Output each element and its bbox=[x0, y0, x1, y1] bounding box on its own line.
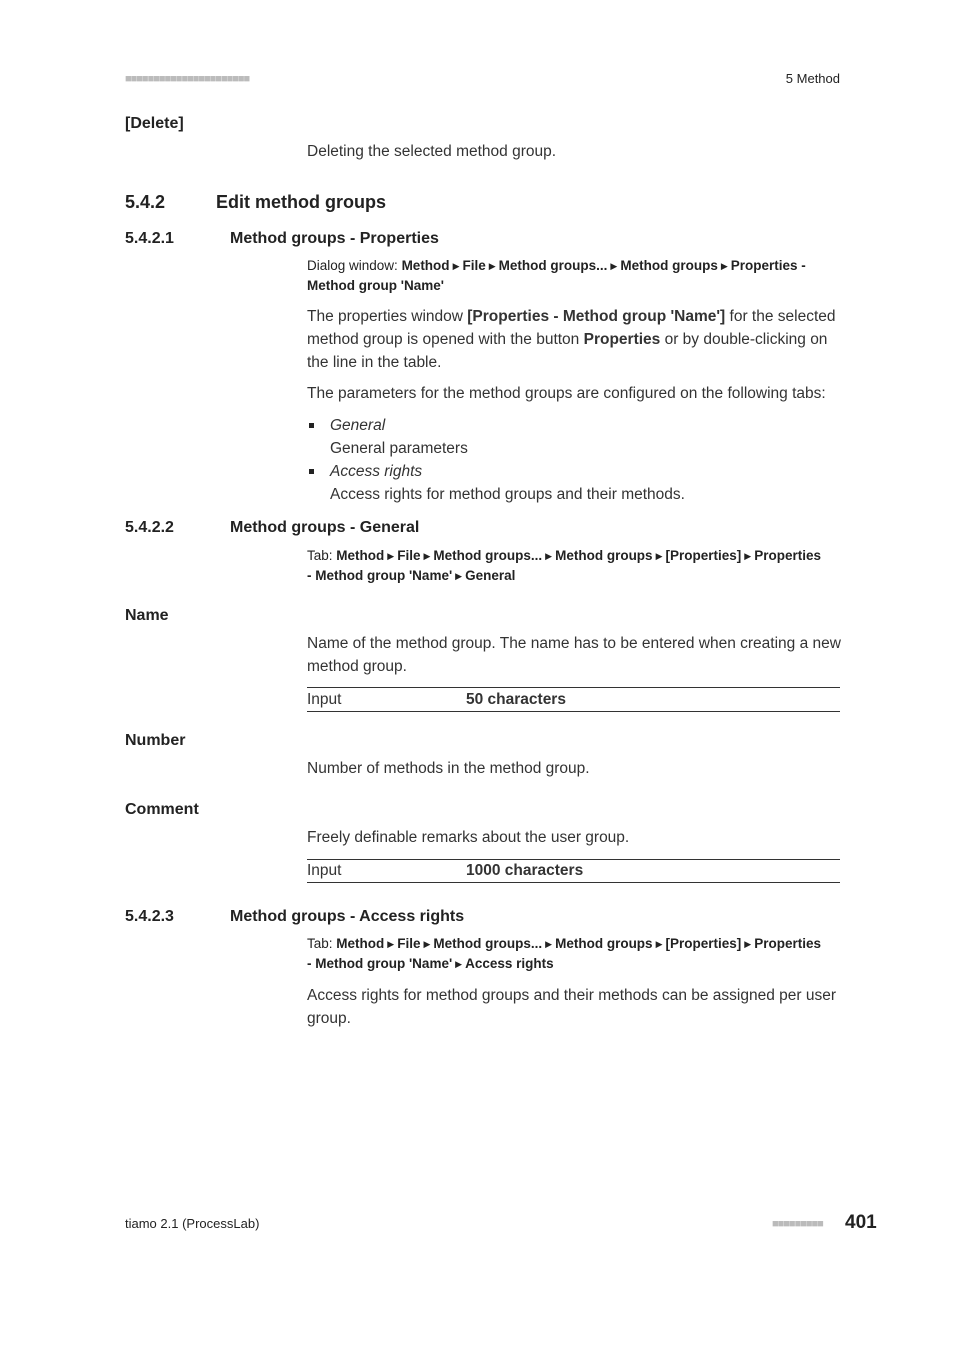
general-tab-path bbox=[307, 546, 847, 586]
section-number: 5.4.2.3 bbox=[125, 908, 174, 925]
comment-term: Comment bbox=[125, 801, 199, 818]
path-item: File bbox=[397, 548, 421, 563]
input-label: Input bbox=[307, 862, 342, 879]
triangle-right-icon: ▶ bbox=[720, 261, 728, 271]
path-item: Properties bbox=[754, 936, 821, 951]
text: The properties window bbox=[307, 308, 468, 325]
path-item: Method groups... bbox=[498, 258, 608, 273]
path-item: File bbox=[462, 258, 486, 273]
path-item: Method groups... bbox=[433, 936, 543, 951]
access-rights-tab-path bbox=[307, 934, 847, 974]
path-item: Method groups bbox=[620, 258, 718, 273]
properties-dialog-path bbox=[307, 256, 847, 296]
path-prefix: Tab: bbox=[307, 548, 333, 563]
comment-input-row bbox=[307, 859, 840, 882]
triangle-right-icon: ▶ bbox=[488, 261, 496, 271]
triangle-right-icon: ▶ bbox=[610, 261, 618, 271]
table-rule bbox=[307, 882, 840, 883]
triangle-right-icon: ▶ bbox=[545, 551, 553, 561]
path-item: General bbox=[465, 568, 516, 583]
number-term: Number bbox=[125, 732, 186, 749]
section-number: 5.4.2.1 bbox=[125, 230, 174, 247]
comment-description: Freely definable remarks about the user group. bbox=[307, 829, 630, 846]
section-5-4-2-3-heading bbox=[125, 908, 464, 926]
triangle-right-icon: ▶ bbox=[655, 551, 663, 561]
name-description: Name of the method group. The name has to be entered when creating a new method group. bbox=[307, 635, 841, 675]
header-chapter: 5 Method bbox=[785, 71, 840, 86]
tab-name: General bbox=[330, 417, 386, 434]
name-term: Name bbox=[125, 607, 169, 624]
input-value: 50 characters bbox=[466, 691, 566, 708]
properties-paragraph bbox=[307, 305, 844, 374]
path-item: File bbox=[397, 936, 421, 951]
footer-product: tiamo 2.1 (ProcessLab) bbox=[125, 1216, 260, 1231]
path-item: Method groups bbox=[555, 936, 653, 951]
input-value: 1000 characters bbox=[466, 862, 584, 879]
access-rights-description: Access rights for method groups and their methods can be assigned per user group. bbox=[307, 987, 837, 1027]
number-description: Number of methods in the method group. bbox=[307, 760, 590, 777]
text: for the selected method group is opened with the button bbox=[307, 308, 836, 348]
header-decoration: ■■■■■■■■■■■■■■■■■■■■■■ bbox=[125, 73, 250, 85]
triangle-right-icon: ▶ bbox=[452, 261, 460, 271]
delete-description: Deleting the selected method group. bbox=[307, 143, 557, 160]
triangle-right-icon: ▶ bbox=[387, 939, 395, 949]
section-number: 5.4.2 bbox=[125, 192, 166, 212]
page-number: 401 bbox=[845, 1212, 877, 1233]
path-item: Method group 'Name' bbox=[307, 278, 444, 293]
section-number: 5.4.2.2 bbox=[125, 519, 174, 536]
section-title: Method groups - General bbox=[230, 519, 420, 536]
triangle-right-icon: ▶ bbox=[455, 959, 463, 969]
path-item: Properties bbox=[754, 548, 821, 563]
list-item bbox=[307, 460, 841, 506]
path-item: Method bbox=[401, 258, 450, 273]
footer-decoration: ■■■■■■■■■ bbox=[772, 1218, 823, 1230]
triangle-right-icon: ▶ bbox=[655, 939, 663, 949]
button-name: Properties bbox=[583, 331, 661, 348]
dialog-name: [Properties - Method group 'Name'] bbox=[467, 308, 726, 325]
path-item: Method bbox=[336, 936, 385, 951]
path-item: Properties - bbox=[730, 258, 806, 273]
tab-description: Access rights for method groups and their methods. bbox=[330, 486, 685, 503]
path-item: Method groups... bbox=[433, 548, 543, 563]
section-title: Edit method groups bbox=[216, 192, 386, 212]
triangle-right-icon: ▶ bbox=[744, 551, 752, 561]
triangle-right-icon: ▶ bbox=[423, 551, 431, 561]
section-title: Method groups - Properties bbox=[230, 230, 439, 247]
input-label: Input bbox=[307, 691, 342, 708]
section-5-4-2-heading bbox=[125, 192, 386, 213]
tab-description: General parameters bbox=[330, 440, 468, 457]
path-item: Method groups bbox=[555, 548, 653, 563]
tabs-paragraph: The parameters for the method groups are configured on the following tabs: bbox=[307, 385, 826, 402]
table-rule bbox=[307, 711, 840, 712]
path-item: [Properties] bbox=[665, 936, 742, 951]
path-prefix: Tab: bbox=[307, 936, 333, 951]
triangle-right-icon: ▶ bbox=[423, 939, 431, 949]
triangle-right-icon: ▶ bbox=[744, 939, 752, 949]
path-item: - Method group 'Name' bbox=[307, 956, 453, 971]
path-item: Access rights bbox=[465, 956, 554, 971]
text: or by double-clicking on the line in the table. bbox=[307, 331, 828, 371]
tabs-list bbox=[307, 414, 841, 506]
triangle-right-icon: ▶ bbox=[387, 551, 395, 561]
path-item: [Properties] bbox=[665, 548, 742, 563]
delete-term: [Delete] bbox=[125, 115, 184, 132]
name-input-row bbox=[307, 688, 840, 711]
path-item: - Method group 'Name' bbox=[307, 568, 453, 583]
section-title: Method groups - Access rights bbox=[230, 908, 465, 925]
section-5-4-2-1-heading bbox=[125, 230, 439, 248]
triangle-right-icon: ▶ bbox=[455, 571, 463, 581]
triangle-right-icon: ▶ bbox=[545, 939, 553, 949]
section-5-4-2-2-heading bbox=[125, 519, 419, 537]
list-item bbox=[307, 414, 841, 460]
path-item: Method bbox=[336, 548, 385, 563]
path-prefix: Dialog window: bbox=[307, 258, 398, 273]
tab-name: Access rights bbox=[330, 463, 423, 480]
